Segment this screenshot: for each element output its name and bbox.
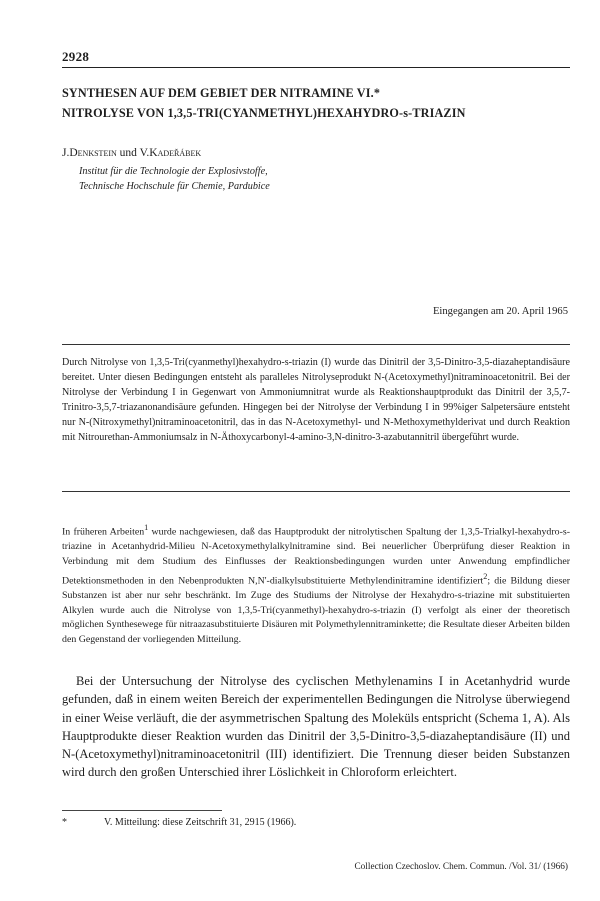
- article-title-line-2: NITROLYSE VON 1,3,5-TRI(CYANMETHYL)HEXAHYDRO-s-TRIAZIN: [62, 106, 466, 120]
- footnote-text: V. Mitteilung: diese Zeitschrift 31, 2915 (1966).: [104, 817, 297, 828]
- affiliation-line-1: Institut für die Technologie der Explosivstoffe,: [79, 166, 268, 177]
- intro-text-middle: wurde nachgewiesen, daß das Hauptprodukt der nitrolytischen Spaltung der 1,3,5-Trialkyl-hexahydro-s-triazine in Acetanhydrid-Milieu N-Acetoxymethylalkylnitramine sind. Bei neuerlicher Überprüfung dieser Reaktion in Verbindung mit dem Studium des Einflusses der Reaktionsbedingungen wurden unter Anwendung empfindlicher Detektionsmethoden in den Nebenprodukten N,N'-dialkylsubstituierte Methylendinitramine identifiziert: [62, 526, 570, 586]
- authors: [62, 147, 201, 159]
- author-joiner: und: [116, 147, 140, 159]
- author-2-initial: V.: [139, 147, 150, 159]
- intro-paragraph: [62, 521, 570, 648]
- page-number: 2928: [62, 49, 90, 64]
- footnote: [62, 817, 296, 828]
- affiliation-line-2: Technische Hochschule für Chemie, Pardubice: [79, 181, 270, 192]
- abstract-bottom-rule: [62, 491, 570, 492]
- received-date: Eingegangen am 20. April 1965: [432, 306, 568, 317]
- reference-1-marker: 1: [144, 523, 149, 532]
- author-2-surname: Kadeřábek: [149, 147, 202, 159]
- main-paragraph-text: Bei der Untersuchung der Nitrolyse des cyclischen Methylenamins I in Acetanhydrid wurde gefunden, daß in einem weiten Bereich der experimentellen Bedingungen die Nitrolyse überwiegend in einer Weise verläuft, die der asymmetrischen Spaltung des Moleküls entspricht (Schema 1, A). Als Hauptprodukte dieser Reaktion wurden das Dinitril der 3,5-Dinitro-3,5-diazaheptandisäure (II) und N-(Acetoxymethyl)nitraminoacetonitril (III) identifiziert. Die Trennung dieser beiden Substanzen wird durch den großen Unterschied ihrer Löslichkeit in Chloroform erleichtert.: [62, 674, 570, 780]
- journal-footer: Collection Czechoslov. Chem. Commun. /Vol. 31/ (1966): [354, 862, 568, 872]
- article-title-line-1: SYNTHESEN AUF DEM GEBIET DER NITRAMINE VI.*: [62, 86, 381, 100]
- footnote-rule: [62, 810, 222, 811]
- author-1-initial: J.: [62, 147, 70, 159]
- abstract-top-rule: [62, 344, 570, 345]
- reference-2-marker: 2: [483, 571, 488, 581]
- author-1-surname: Denkstein: [69, 147, 117, 159]
- footnote-mark: *: [62, 817, 67, 828]
- abstract-text: Durch Nitrolyse von 1,3,5-Tri(cyanmethyl)hexahydro-s-triazin (I) wurde das Dinitril der 3,5-Dinitro-3,5-diazaheptandisäure bereitet. Unter diesen Bedingungen entsteht als paralleles Nitrolyseprodukt N-(Acetoxymethyl)nitraminoacetonitril. Bei der Nitrolyse der Verbindung I in Gegenwart von Ammoniumnitrat wurde als Reaktionshauptprodukt das Dinitril der 3,5,7-Trinitro-3,5,7-triazanonandisäure gefunden. Hingegen bei der Nitrolyse der Verbindung I in 99%iger Salpetersäure entsteht nur N-(Nitroxymethyl)nitraminoacetonitril, das in das N-Acetoxymethyl- und N-Methoxymethylderivat und durch Reaktion mit Nitrourethan-Ammoniumsalz in N-Äthoxycarbonyl-4-amino-3,N-dinitro-3-azabutannitril übergeführt wurde.: [62, 357, 570, 443]
- header-rule: [62, 67, 570, 68]
- intro-text-start: In früheren Arbeiten: [62, 526, 145, 538]
- main-paragraph: [62, 672, 570, 782]
- intro-text-end: ; die Bildung dieser Substanzen ist aber nur sehr beschränkt. Im Zuge des Studiums der Nitrolyse der Hexahydro-s-triazine mit substituierten Alkylen wurde auch die Nitrolyse von 1,3,5-Tri(cyanmethyl)-hexahydro-s-triazin (I) verfolgt als einer der theoretisch möglichen Synthesewege für nitraazasubstituierte Disäuren mit Polymethylennitraminkette; die Resultate dieser Arbeiten bilden den Gegenstand der vorliegenden Mitteilung.: [62, 574, 571, 646]
